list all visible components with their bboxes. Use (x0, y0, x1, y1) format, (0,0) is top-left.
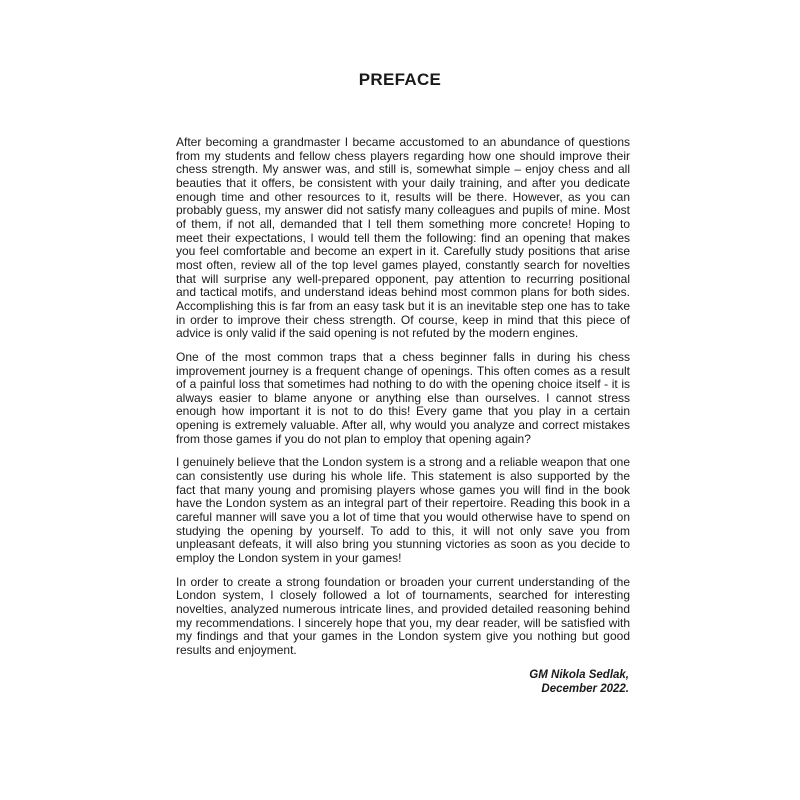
preface-body (176, 136, 630, 668)
page-title: PREFACE (358, 70, 442, 89)
author-signature (529, 668, 629, 696)
paragraph: I genuinely believe that the London system is a strong and a reliable weapon that one can consistently use during his whole life. This statement is also supported by the fact that many young and promising players whose games you will find in the book have the London system as an integral part of their repertoire. Reading this book in a careful manner will save you a lot of time that you would otherwise have to spend on studying the opening by yourself. To add to this, it will not only save you from unpleasant defeats, it will also bring you stunning victories as soon as you decide to employ the London system in your games! (176, 455, 630, 566)
paragraph: After becoming a grandmaster I became accustomed to an abundance of questions from my students and fellow chess players regarding how one should improve their chess strength. My answer was, and still is, somewhat simple – enjoy chess and all beauties that it offers, be consistent with your daily training, and after you dedicate enough time and other resources to it, results will be there. However, as you can probably guess, my answer did not satisfy many colleagues and pupils of mine. Most of them, if not all, demanded that I tell them something more concrete! Hoping to meet their expectations, I would tell them the following: find an opening that makes you feel comfortable and become an expert in it. Carefully study positions that arise most often, review all of the top level games played, constantly search for novelties that will surprise any well-prepared opponent, pay attention to recurring positional and tactical motifs, and understand ideas behind most common plans for both sides. Accomplishing this is far from an easy task but it is an inevitable step one has to take in order to improve their chess strength. Of course, keep in mind that this piece of advice is only valid if the said opening is not refuted by the modern engines. (176, 135, 630, 341)
author-name: GM Nikola Sedlak, (529, 669, 629, 681)
paragraph: In order to create a strong foundation or broaden your current understanding of the London system, I closely followed a lot of tournaments, searched for interesting novelties, analyzed numerous intricate lines, and provided detailed reasoning behind my recommendations. I sincerely hope that you, my dear reader, will be satisfied with my findings and that your games in the London system give you nothing but good results and enjoyment. (176, 574, 630, 657)
paragraph: One of the most common traps that a chess beginner falls in during his chess improvement journey is a frequent change of openings. This often comes as a result of a painful loss that sometimes had nothing to do with the opening choice itself - it is always easier to blame anyone or anything else than ourselves. I cannot stress enough how important it is not to do this! Every game that you play in a certain opening is extremely valuable. After all, why would you analyze and correct mistakes from those games if you do not plan to employ that opening again? (176, 349, 630, 446)
signature-date: December 2022. (541, 683, 629, 695)
